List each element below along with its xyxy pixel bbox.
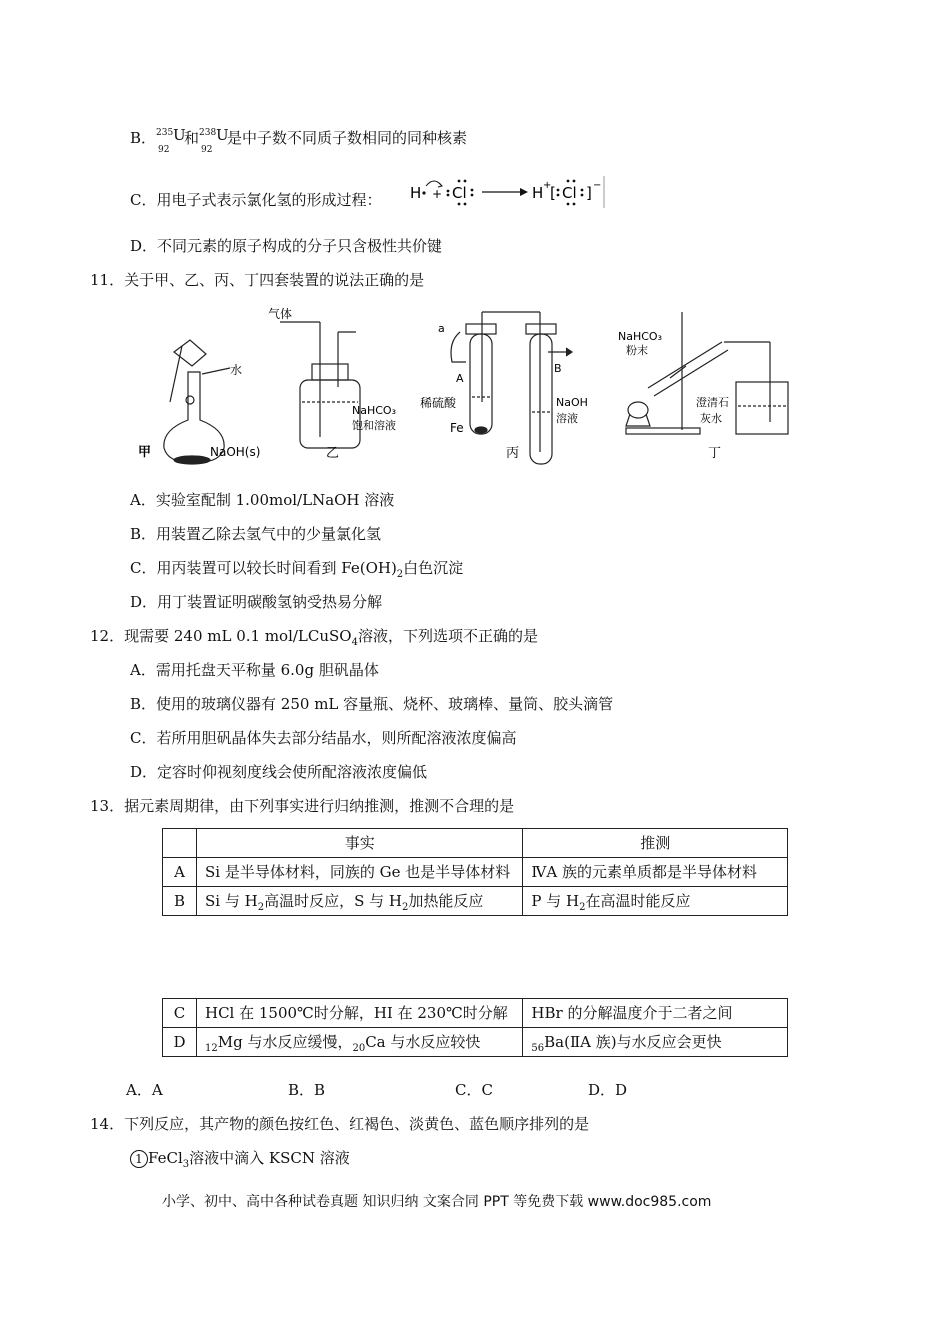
q10-option-c: C．用电子式表示氯化氢的形成过程： bbox=[130, 191, 382, 209]
svg-text:Cl: Cl bbox=[452, 184, 467, 202]
label-powder: 粉末 bbox=[626, 344, 648, 357]
label-ding: 丁 bbox=[708, 446, 722, 461]
hcl-electron-formation-diagram bbox=[408, 174, 608, 210]
q14-item-1: 1 FeCl$_3$溶液中滴入 KSCN 溶液 bbox=[130, 1148, 350, 1168]
label-jia: 甲 bbox=[138, 445, 152, 460]
label-naoh-s: NaOH(s) bbox=[210, 445, 261, 459]
label-gas: 气体 bbox=[268, 307, 293, 321]
table-header-row bbox=[163, 829, 788, 858]
q12-option-a: A．需用托盘天平称量 6.0g 胆矾晶体 bbox=[130, 661, 379, 679]
svg-text:Cl: Cl bbox=[562, 184, 577, 202]
page-footer: 小学、初中、高中各种试卷真题 知识归纳 文案合同 PPT 等免费下载 www.doc985.com bbox=[162, 1194, 712, 1210]
table-row: A Si 是半导体材料，同族的 Ge 也是半导体材料 ⅣA 族的元素单质都是半导体材料 bbox=[163, 858, 788, 887]
label-limewater-1: 澄清石 bbox=[696, 396, 729, 409]
apparatus-yi bbox=[280, 322, 360, 448]
svg-text:−: − bbox=[593, 180, 602, 191]
uranium-235-nuclide: 235 92 U bbox=[156, 126, 186, 155]
table-row: C HCl 在 1500℃时分解，HI 在 230℃时分解 HBr 的分解温度介于二者之间 bbox=[163, 999, 788, 1028]
q11-stem: 11．关于甲、乙、丙、丁四套装置的说法正确的是 bbox=[90, 271, 425, 289]
label-bing: 丙 bbox=[506, 446, 520, 461]
table-row: D $_{12}$Mg 与水反应缓慢，$_{20}$Ca 与水反应较快 $_{56}$Ba(ⅡA 族)与水反应会更快 bbox=[163, 1028, 788, 1057]
label-fe: Fe bbox=[450, 421, 464, 435]
label-A: A bbox=[456, 372, 464, 385]
svg-text:+: + bbox=[432, 187, 443, 201]
label-yi: 乙 bbox=[326, 446, 340, 461]
label-water: 水 bbox=[230, 363, 243, 377]
label-a: a bbox=[438, 322, 445, 335]
q11-option-b: B．用装置乙除去氢气中的少量氯化氢 bbox=[130, 525, 382, 543]
label-dilute-h2so4: 稀硫酸 bbox=[420, 396, 457, 410]
q12-option-c: C．若所用胆矾晶体失去部分结晶水，则所配溶液浓度偏高 bbox=[130, 729, 517, 747]
label-saturated: 饱和溶液 bbox=[352, 419, 396, 432]
q14-stem: 14．下列反应，其产物的颜色按红色、红褐色、淡黄色、蓝色顺序排列的是 bbox=[90, 1115, 590, 1133]
q10-option-b: B． 235 92 U 和 238 92 U 是中子数不同质子数相同的同种核素 bbox=[130, 126, 468, 155]
label-nahco3-ding: NaHCO₃ bbox=[618, 330, 662, 343]
q11-option-a: A．实验室配制 1.00mol/LNaOH 溶液 bbox=[130, 491, 395, 509]
q11-option-d: D．用丁装置证明碳酸氢钠受热易分解 bbox=[130, 593, 383, 611]
svg-text:H: H bbox=[532, 184, 544, 202]
svg-text:[: [ bbox=[550, 184, 556, 202]
uranium-238-nuclide: 238 92 U bbox=[199, 126, 229, 155]
label-naoh-bing: NaOH bbox=[556, 396, 588, 409]
q13-table-part1 bbox=[162, 828, 788, 916]
q13-answer-c: C．C bbox=[455, 1081, 493, 1099]
table-row: B Si 与 $H_2$高温时反应，S 与 $H_2$加热能反应 P 与 $H_2$在高温时能反应 bbox=[163, 887, 788, 916]
q13-answer-a: A．A bbox=[126, 1081, 163, 1099]
svg-text:]: ] bbox=[586, 184, 592, 202]
q11-apparatus-figure bbox=[130, 302, 800, 470]
q12-option-d: D．定容时仰视刻度线会使所配溶液浓度偏低 bbox=[130, 763, 428, 781]
q13-answer-b: B．B bbox=[288, 1081, 326, 1099]
q10-option-d: D．不同元素的原子构成的分子只含极性共价键 bbox=[130, 237, 443, 255]
q12-stem: 12．现需要 240 mL 0.1 mol/LCuSO$_4$溶液，下列选项不正确的是 bbox=[90, 627, 538, 648]
circled-number: 1 bbox=[130, 1150, 148, 1168]
q13-answer-d: D．D bbox=[588, 1081, 628, 1099]
label-B: B bbox=[554, 362, 562, 375]
q12-option-b: B．使用的玻璃仪器有 250 mL 容量瓶、烧杯、玻璃棒、量筒、胶头滴管 bbox=[130, 695, 614, 713]
q13-table-part2 bbox=[162, 998, 788, 1057]
header-fact: 事实 bbox=[196, 829, 522, 858]
q11-option-c: C．用丙装置可以较长时间看到 $Fe(OH)_2$白色沉淀 bbox=[130, 559, 464, 580]
q13-stem: 13．据元素周期律，由下列事实进行归纳推测，推测不合理的是 bbox=[90, 797, 515, 815]
header-infer: 推测 bbox=[523, 829, 788, 858]
label-nahco3-yi: NaHCO₃ bbox=[352, 404, 396, 417]
label-solution-bing: 溶液 bbox=[556, 412, 578, 425]
svg-text:+: + bbox=[543, 180, 552, 191]
apparatus-bing bbox=[451, 312, 572, 464]
svg-text:H: H bbox=[410, 184, 422, 202]
label-limewater-2: 灰水 bbox=[700, 412, 722, 425]
